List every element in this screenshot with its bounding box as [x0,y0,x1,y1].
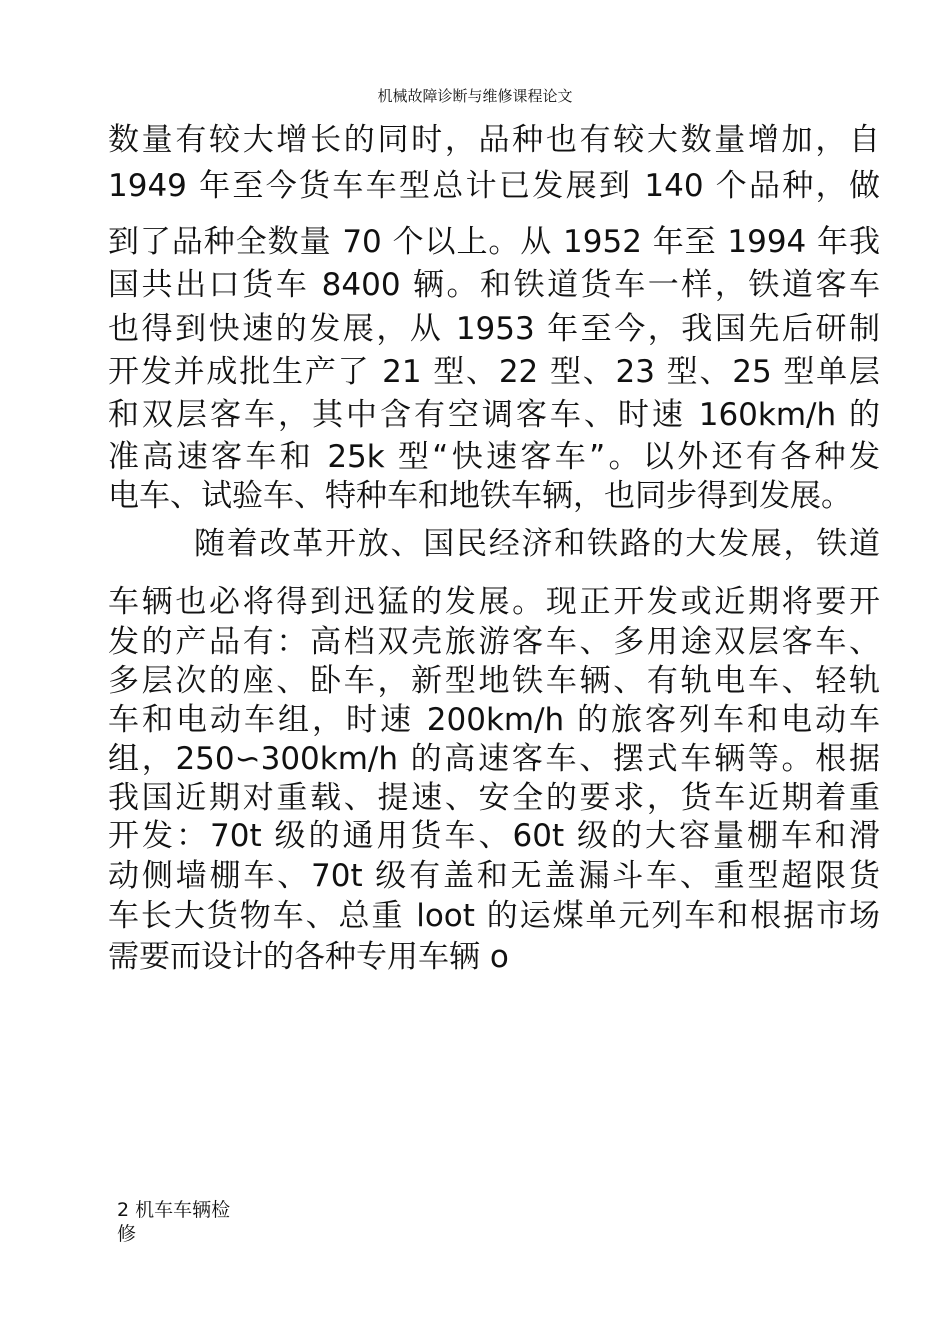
text-line: 多层次的座、卧车，新型地铁车辆、有轨电车、轻轨 [108,663,880,699]
section-heading-line: 修 [117,1223,137,1245]
text-line: 准高速客车和 25k 型“快速客车”。以外还有各种发 [108,439,880,475]
text-line: 到了品种全数量 70 个以上。从 1952 年至 1994 年我 [108,224,880,260]
text-line: 车长大货物车、总重 loot 的运煤单元列车和根据市场 [108,898,880,934]
text-line: 我国近期对重载、提速、安全的要求，货车近期着重 [108,780,880,816]
text-line: 车和电动车组，时速 200km/h 的旅客列车和电动车 [108,702,880,738]
text-line: 电车、试验车、特种车和地铁车辆，也同步得到发展。 [108,478,852,514]
text-line: 发的产品有：高档双壳旅游客车、多用途双层客车、 [108,624,880,660]
text-line: 数量有较大增长的同时，品种也有较大数量增加，自 [108,122,880,158]
text-line: 随着改革开放、国民经济和铁路的大发展，铁道 [194,526,880,562]
section-heading-line: 2 机车车辆检 [117,1199,231,1221]
text-line: 和双层客车，其中含有空调客车、时速 160km/h 的 [108,397,880,433]
section-heading [117,1198,257,1246]
page-header: 机械故障诊断与维修课程论文 [377,87,573,105]
text-line: 也得到快速的发展，从 1953 年至今，我国先后研制 [108,311,880,347]
text-line: 国共出口货车 8400 辆。和铁道货车一样，铁道客车 [108,267,880,303]
text-line: 车辆也必将得到迅猛的发展。现正开发或近期将要开 [108,584,880,620]
text-line: 1949 年至今货车车型总计已发展到 140 个品种，做 [108,168,880,204]
text-line: 组，250∽300km/h 的高速客车、摆式车辆等。根据 [108,741,880,777]
text-line: 开发并成批生产了 21 型、22 型、23 型、25 型单层 [108,354,880,390]
text-line: 动侧墙棚车、70t 级有盖和无盖漏斗车、重型超限货 [108,858,880,894]
text-line: 需要而设计的各种专用车辆 o [108,939,509,975]
text-line: 开发：70t 级的通用货车、60t 级的大容量棚车和滑 [108,818,880,854]
